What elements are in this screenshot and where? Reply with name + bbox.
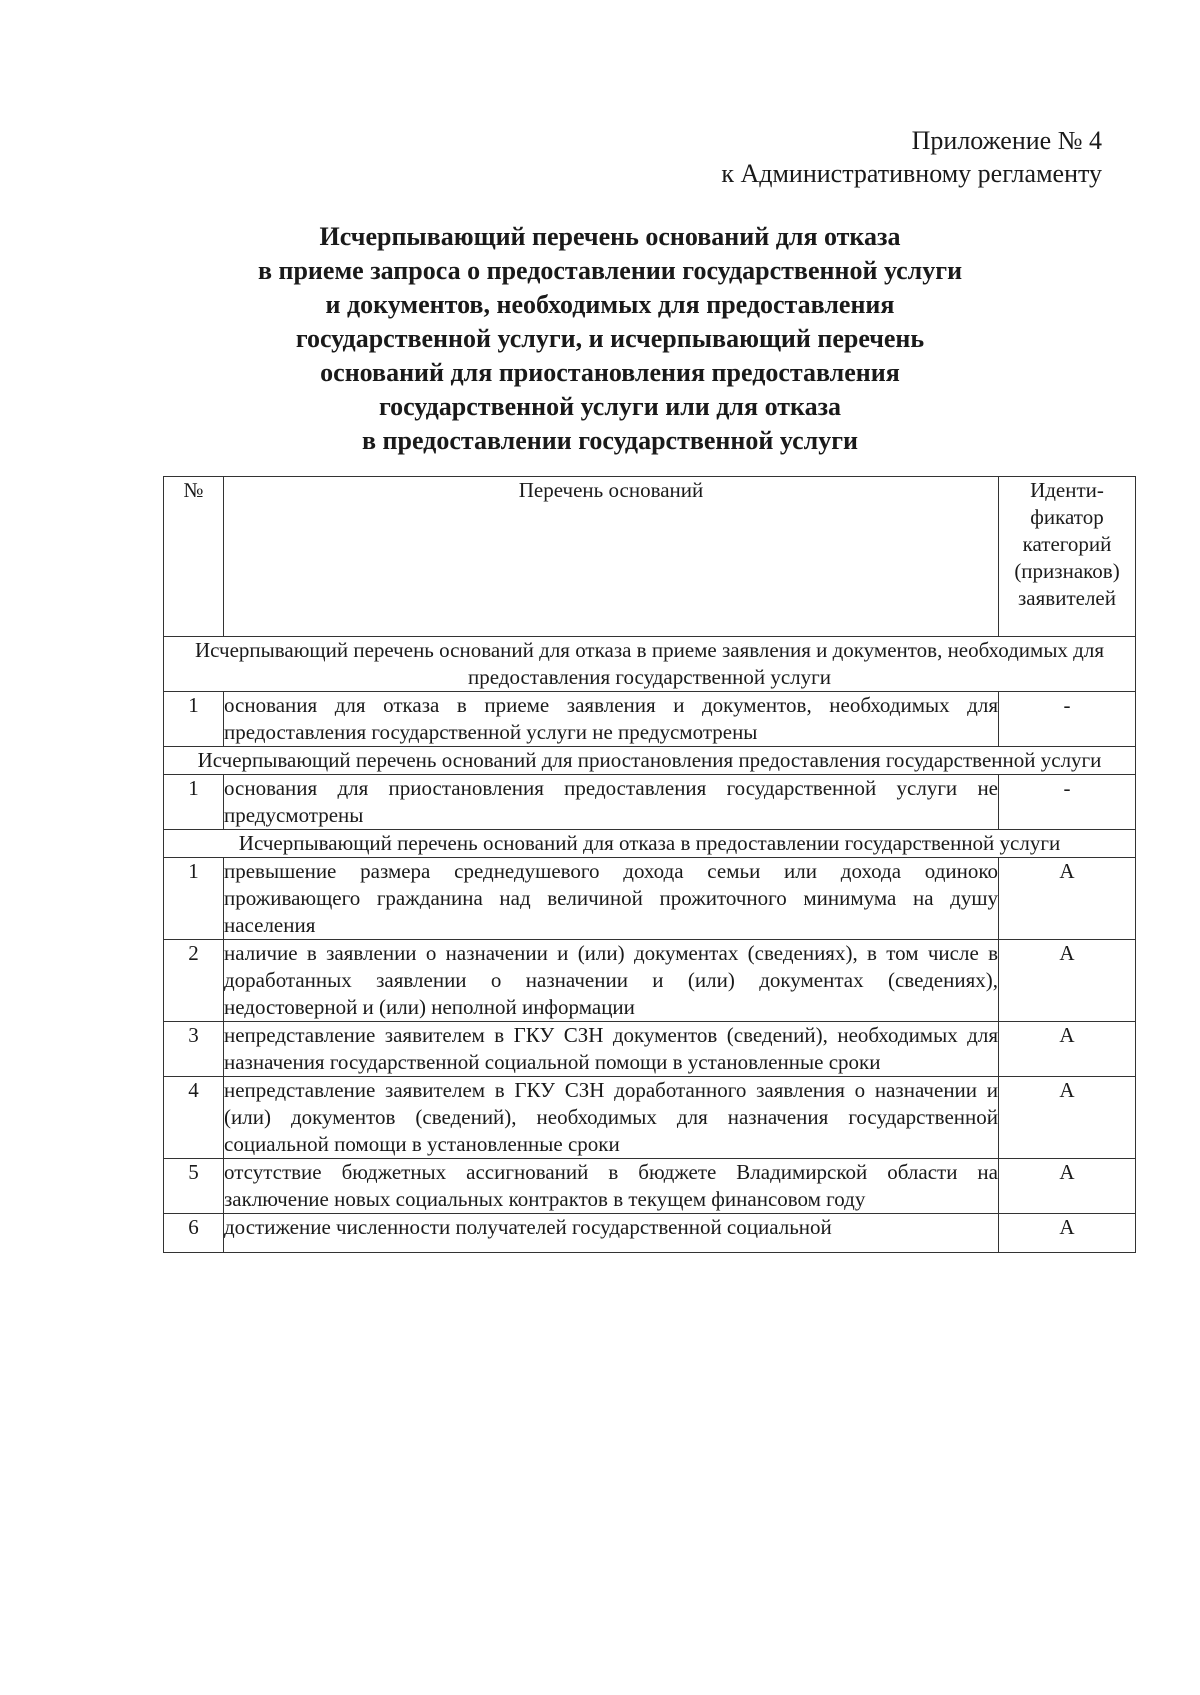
section-row	[164, 830, 1136, 858]
row-identifier: А	[999, 1159, 1136, 1214]
row-text: непредставление заявителем в ГКУ СЗН документов (сведений), необходимых для назначения государственной социальной помощи в установленные сроки	[224, 1022, 999, 1077]
header-applicant-category: Иденти-фикатор категорий (признаков) заявителей	[999, 477, 1136, 637]
row-text: достижение численности получателей государственной социальной	[224, 1214, 999, 1253]
table-row	[164, 1022, 1136, 1077]
row-identifier: А	[999, 858, 1136, 940]
row-text: основания для приостановления предоставления государственной услуги не предусмотрены	[224, 775, 999, 830]
table-row	[164, 1214, 1136, 1253]
table-header-row	[164, 477, 1136, 637]
table-row	[164, 1077, 1136, 1159]
row-number: 1	[164, 775, 224, 830]
row-identifier: А	[999, 1077, 1136, 1159]
row-number: 1	[164, 692, 224, 747]
title-line: оснований для приостановления предоставления	[320, 358, 900, 387]
row-number: 5	[164, 1159, 224, 1214]
row-text: отсутствие бюджетных ассигнований в бюджете Владимирской области на заключение новых социальных контрактов в текущем финансовом году	[224, 1159, 999, 1214]
table-row	[164, 692, 1136, 747]
title-line: в приеме запроса о предоставлении государственной услуги	[257, 256, 963, 285]
section-title: Исчерпывающий перечень оснований для отказа в приеме заявления и документов, необходимых для предоставления государственной услуги	[164, 637, 1136, 692]
row-number: 4	[164, 1077, 224, 1159]
row-identifier: А	[999, 1214, 1136, 1253]
header-reasons: Перечень оснований	[224, 477, 999, 637]
section-title: Исчерпывающий перечень оснований для отказа в предоставлении государственной услуги	[164, 830, 1136, 858]
title-line: и документов, необходимых для предоставления	[325, 290, 895, 319]
document-title	[160, 220, 1060, 458]
row-text: непредставление заявителем в ГКУ СЗН доработанного заявления о назначении и (или) документов (сведений), необходимых для назначения государственной социальной помощи в установленные сроки	[224, 1077, 999, 1159]
section-row	[164, 747, 1136, 775]
row-identifier: -	[999, 692, 1136, 747]
title-line: государственной услуги, и исчерпывающий перечень	[295, 324, 925, 353]
section-row	[164, 637, 1136, 692]
title-line: государственной услуги или для отказа	[378, 392, 842, 421]
row-identifier: А	[999, 1022, 1136, 1077]
row-text: превышение размера среднедушевого дохода семьи или дохода одиноко проживающего гражданина над величиной прожиточного минимума на душу населения	[224, 858, 999, 940]
table-row	[164, 858, 1136, 940]
table-row	[164, 775, 1136, 830]
row-identifier: А	[999, 940, 1136, 1022]
table-row	[164, 1159, 1136, 1214]
title-line: в предоставлении государственной услуги	[361, 426, 858, 455]
row-number: 6	[164, 1214, 224, 1253]
row-number: 1	[164, 858, 224, 940]
section-title: Исчерпывающий перечень оснований для приостановления предоставления государственной услуги	[164, 747, 1136, 775]
row-text: наличие в заявлении о назначении и (или) документах (сведениях), в том числе в доработанных заявлении о назначении и (или) документах (сведениях), недостоверной и (или) неполной информации	[224, 940, 999, 1022]
header-number: №	[164, 477, 224, 637]
appendix-reference: к Административному регламенту	[721, 159, 1102, 188]
appendix-header	[721, 124, 1102, 190]
row-number: 3	[164, 1022, 224, 1077]
appendix-number: Приложение № 4	[911, 126, 1102, 155]
table-row	[164, 940, 1136, 1022]
row-text: основания для отказа в приеме заявления и документов, необходимых для предоставления государственной услуги не предусмотрены	[224, 692, 999, 747]
title-line: Исчерпывающий перечень оснований для отказа	[319, 222, 901, 251]
row-number: 2	[164, 940, 224, 1022]
reasons-table	[163, 476, 1136, 1253]
row-identifier: -	[999, 775, 1136, 830]
